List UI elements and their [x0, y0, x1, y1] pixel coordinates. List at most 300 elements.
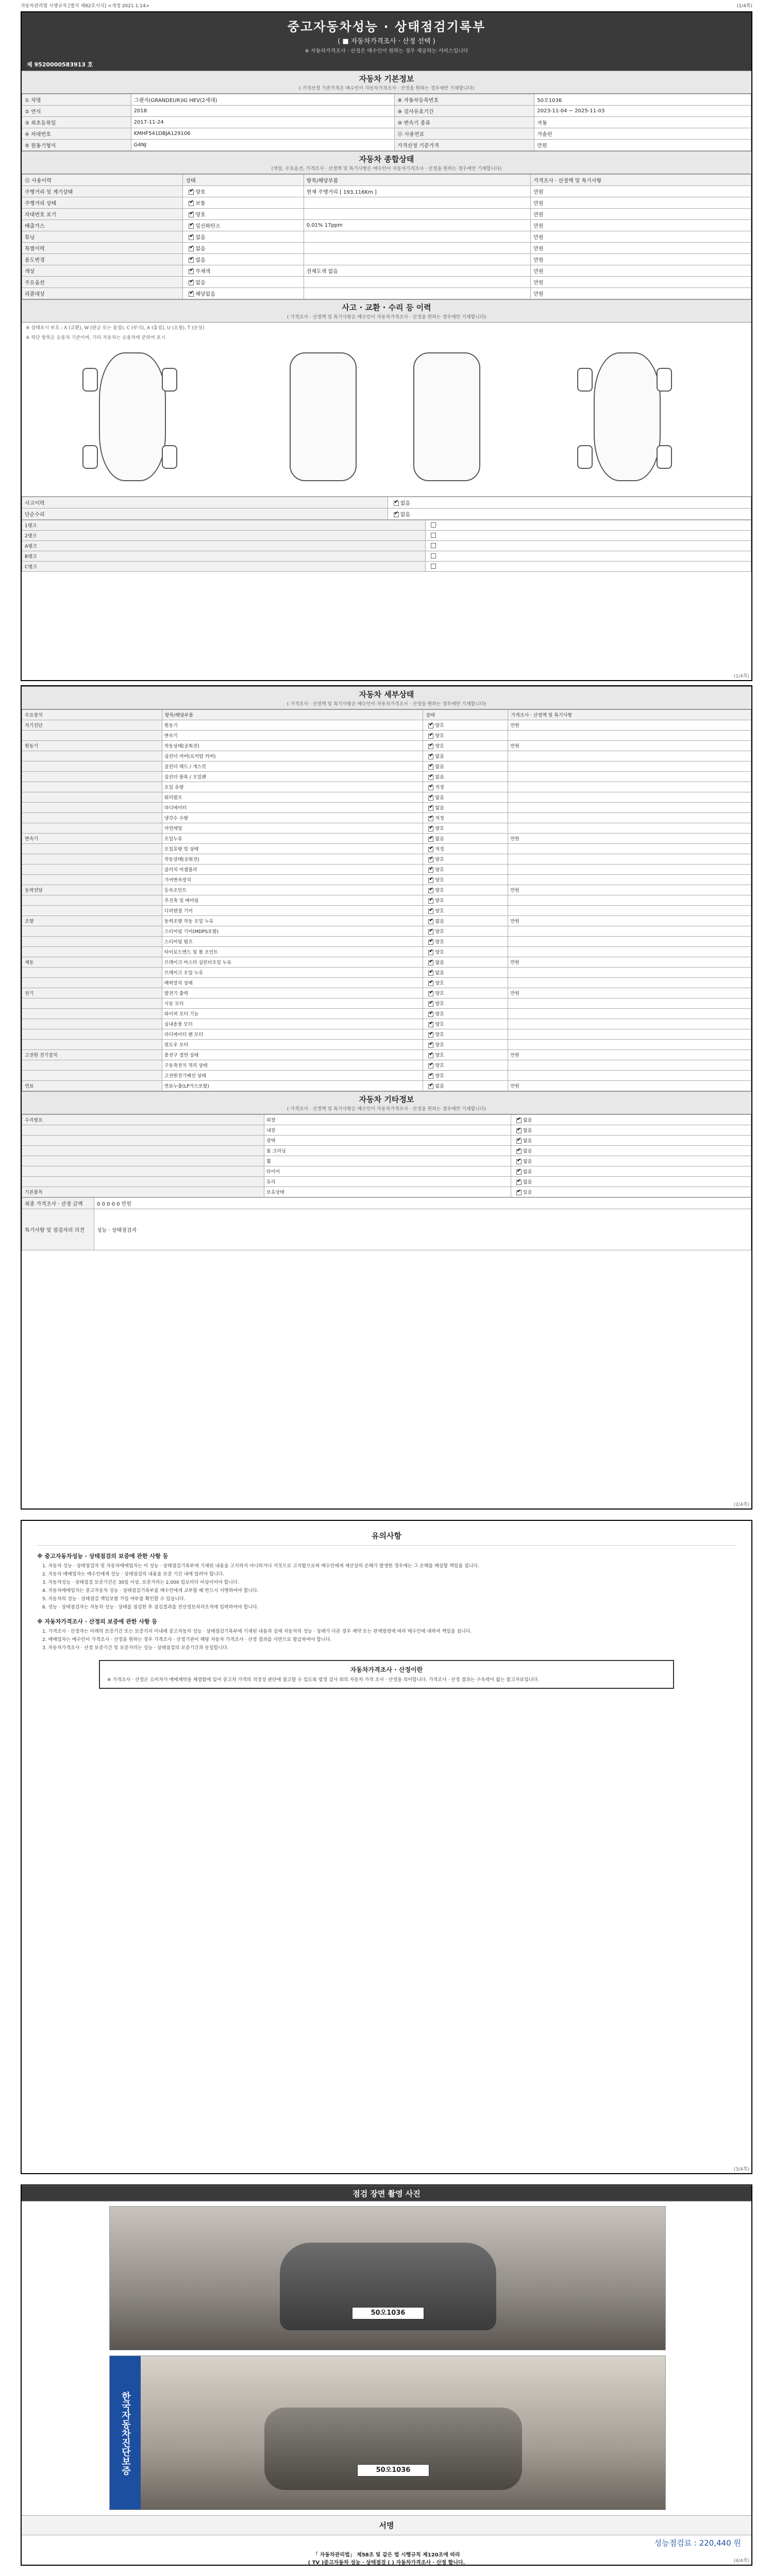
rank-label: A랭크: [22, 541, 426, 551]
price-cell: 만원: [508, 834, 751, 844]
signature-label: 서명: [22, 2515, 751, 2535]
checkbox[interactable]: [428, 878, 433, 883]
price-cell: [508, 813, 751, 823]
part-cell: 기어변속장치: [162, 875, 423, 885]
status-cell: ✔ 없음: [183, 243, 304, 254]
detail-status-table: [22, 709, 751, 1091]
checkbox[interactable]: [428, 1074, 433, 1079]
page-2: [21, 685, 752, 1510]
status-cell: ✔ 없음: [423, 772, 508, 782]
table-row: [22, 875, 751, 885]
checkbox[interactable]: [428, 795, 433, 801]
section-title: 자동차 기타정보: [359, 1095, 414, 1104]
document-number: 제 9520000583913 호: [22, 58, 751, 71]
page-count: (1/4쪽): [736, 4, 752, 9]
table-cell: 2017-11-24: [131, 117, 395, 128]
group-label: 기본품목: [22, 1187, 264, 1197]
car-outline-frame-left: [290, 352, 357, 481]
status-cell: ✔ 없음: [423, 968, 508, 978]
caution-item: 4. 자동차매매업자는 중고자동차 성능 · 상태점검기록부를 매수인에게 교부할 때 반드시 서명하여야 합니다.: [42, 1588, 259, 1594]
status-cell: ✔ 없음: [183, 277, 304, 288]
wheel-icon: [82, 368, 98, 392]
basic-info-table: [22, 94, 751, 151]
checkbox[interactable]: [428, 981, 433, 986]
device-label: 원동기: [22, 741, 162, 751]
caution-list-2: [37, 1629, 736, 1652]
rank-cell: [425, 562, 751, 572]
part-cell: 실내송풍 모터: [162, 1019, 423, 1029]
section-accident: [22, 299, 751, 323]
section-overall: [22, 151, 751, 174]
checkbox[interactable]: [428, 991, 433, 996]
checkbox[interactable]: [394, 501, 399, 506]
checkbox[interactable]: [428, 1053, 433, 1058]
checkbox[interactable]: [428, 775, 433, 780]
checkbox[interactable]: [431, 553, 436, 558]
checkbox[interactable]: [428, 1084, 433, 1089]
checkbox[interactable]: [428, 826, 433, 832]
item-cell: 전체도색 없음: [304, 265, 531, 277]
device-label: [22, 906, 162, 916]
checkbox[interactable]: [189, 224, 194, 229]
checkbox[interactable]: [428, 806, 433, 811]
table-row: [22, 197, 751, 209]
part-cell: 구동축전지 격리 상태: [162, 1060, 423, 1071]
device-label: [22, 1071, 162, 1081]
status-cell: ✔ 적정: [423, 782, 508, 792]
row-label: 색상: [22, 265, 183, 277]
caution-heading-2: ※ 자동차가격조사 · 산정의 보증에 관한 사항 등: [37, 1618, 157, 1625]
price-cell: 만원: [531, 209, 751, 220]
table-row: [22, 782, 751, 792]
column-header: 가격조사 · 산정액 및 특기사항: [508, 710, 751, 720]
overall-status-table: [22, 174, 751, 299]
checkbox[interactable]: [428, 899, 433, 904]
device-label: [22, 978, 162, 988]
car-diagram: [22, 342, 751, 497]
document-header: [22, 12, 751, 58]
price-cell: [508, 968, 751, 978]
table-cell: 가솔린: [534, 128, 751, 140]
page-3: [21, 1520, 752, 2174]
table-row: [22, 1071, 751, 1081]
price-cell: [508, 1029, 751, 1040]
table-cell: 50오1036: [534, 94, 751, 106]
part-cell: 오일누유: [162, 834, 423, 844]
status-cell: ✔ 없음: [511, 1125, 751, 1136]
part-cell: 라디에이터: [162, 803, 423, 813]
price-cell: [508, 844, 751, 854]
checkbox[interactable]: [428, 868, 433, 873]
checkbox[interactable]: [428, 785, 433, 790]
checkbox[interactable]: [428, 765, 433, 770]
checkbox[interactable]: [428, 960, 433, 965]
rank-cell: [425, 551, 751, 562]
item-cell: [304, 254, 531, 265]
checkbox[interactable]: [189, 246, 194, 251]
car-outline-front: [99, 352, 166, 481]
section-detail: [22, 686, 751, 709]
device-label: 고전원 전기장치: [22, 1050, 162, 1060]
checkbox[interactable]: [431, 543, 436, 548]
checkbox[interactable]: [394, 512, 399, 517]
final-price-table: [22, 1197, 751, 1250]
table-row: [22, 772, 751, 782]
checkbox[interactable]: [428, 1022, 433, 1027]
checkbox[interactable]: [189, 258, 194, 263]
checkbox[interactable]: [428, 950, 433, 955]
section-subtitle: (색상, 주요옵션, 가격조사 · 산정액 및 특기사항은 매수인이 자동차가격조사 · 산정을 원하는 경우에만 기재합니다): [271, 166, 502, 172]
part-cell: 추진축 및 베어링: [162, 895, 423, 906]
checkbox[interactable]: [428, 837, 433, 842]
checkbox[interactable]: [431, 533, 436, 538]
caution-item: 2. 매매업자는 매수인이 가격조사 · 산정을 원하는 경우 가격조사 · 산정기관이 해당 자동차 가격조사 · 산정 결과를 서면으로 발급하여야 합니다.: [42, 1637, 332, 1642]
row-label: ① 차명: [22, 94, 131, 106]
group-label: 수리필요: [22, 1115, 264, 1125]
page-mark: (3/4쪽): [733, 2167, 749, 2172]
table-row: [22, 916, 751, 926]
status-cell: ✔ 없음: [423, 834, 508, 844]
checkbox[interactable]: [516, 1118, 522, 1123]
section-basic: [22, 71, 751, 94]
device-label: [22, 1060, 162, 1071]
group-label: [22, 1146, 264, 1156]
row-label: 배출가스: [22, 220, 183, 231]
caution-item: 5. 자동차의 성능 · 상태점검 책임보험 가입 여부를 확인할 수 있습니다.: [42, 1597, 186, 1602]
checkbox[interactable]: [428, 1063, 433, 1069]
table-row: [22, 265, 751, 277]
table-row: [22, 1146, 751, 1156]
part-cell: 발전기 출력: [162, 988, 423, 998]
table-row: [22, 186, 751, 197]
checkbox[interactable]: [516, 1149, 522, 1154]
device-label: 동력전달: [22, 885, 162, 895]
page-mark: (1/4쪽): [733, 674, 749, 679]
checkbox[interactable]: [431, 522, 436, 528]
table-cell: G4NJ: [131, 140, 395, 151]
part-cell: 실린더 블록 / 오일팬: [162, 772, 423, 782]
checkbox[interactable]: [428, 1012, 433, 1017]
row-label: 리콜대상: [22, 288, 183, 299]
checkbox[interactable]: [428, 919, 433, 924]
status-cell: ✔ 양호: [423, 1060, 508, 1071]
document-subtitle: ( ■ 자동차가격조사 · 산정 선택 ): [338, 38, 435, 45]
price-cell: 만원: [531, 197, 751, 209]
status-cell: ✔ 양호: [423, 720, 508, 731]
document-title: 중고자동차성능 · 상태점검기록부: [287, 20, 486, 34]
checkbox[interactable]: [428, 744, 433, 749]
column-header: 항목/해당부품: [304, 175, 531, 186]
checkbox[interactable]: [189, 269, 194, 274]
price-cell: [508, 947, 751, 957]
table-row: [22, 1050, 751, 1060]
device-label: [22, 875, 162, 885]
status-cell: ✔ 양호: [423, 978, 508, 988]
checkbox[interactable]: [428, 1043, 433, 1048]
price-cell: [508, 731, 751, 741]
part-cell: 브레이크 마스터 실린더오일 누유: [162, 957, 423, 968]
price-cell: [508, 1009, 751, 1019]
checkbox[interactable]: [189, 190, 194, 195]
status-cell: ✔ 해당없음: [183, 288, 304, 299]
checkbox[interactable]: [428, 940, 433, 945]
price-cell: [508, 998, 751, 1009]
rear-photo: [109, 2355, 666, 2510]
status-cell: ✔ 양호: [423, 1071, 508, 1081]
item-cell: [304, 288, 531, 299]
item-cell: 내장: [264, 1125, 511, 1136]
special-label: 특기사항 및 점검자의 의견: [22, 1209, 94, 1250]
checkbox[interactable]: [516, 1170, 522, 1175]
wheel-icon: [657, 445, 672, 469]
price-cell: 만원: [508, 1081, 751, 1091]
price-cell: [508, 906, 751, 916]
table-row: [22, 895, 751, 906]
status-cell: ✔ 일산화탄소: [183, 220, 304, 231]
table-row: [22, 551, 751, 562]
table-cell: KMHF541DBJA129106: [131, 128, 395, 140]
checkbox[interactable]: [189, 212, 194, 217]
caution-heading-1: ※ 중고자동차성능 · 상태점검의 보증에 관한 사항 등: [37, 1553, 169, 1560]
item-cell: [304, 243, 531, 254]
item-cell: 유리: [264, 1177, 511, 1187]
checkbox[interactable]: [428, 929, 433, 935]
status-cell: ✔ 양호: [423, 895, 508, 906]
group-label: [22, 1125, 264, 1136]
status-cell: ✔ 없음: [183, 254, 304, 265]
table-row: [22, 531, 751, 541]
device-label: [22, 792, 162, 803]
price-cell: [508, 1040, 751, 1050]
rank-label: 1랭크: [22, 520, 426, 531]
checkbox[interactable]: [428, 888, 433, 893]
table-row: [22, 231, 751, 243]
device-label: [22, 895, 162, 906]
part-cell: 윈도우 모터: [162, 1040, 423, 1050]
status-cell: ✔ 없음: [423, 751, 508, 761]
wheel-icon: [657, 368, 672, 392]
checkbox[interactable]: [428, 971, 433, 976]
part-cell: 등속조인트: [162, 885, 423, 895]
price-cell: 만원: [508, 957, 751, 968]
checkbox[interactable]: [516, 1190, 522, 1195]
status-cell: ✔ 없음: [423, 803, 508, 813]
wheel-icon: [162, 368, 177, 392]
checkbox[interactable]: [516, 1128, 522, 1133]
checkbox[interactable]: [428, 734, 433, 739]
part-cell: 스티어링 펌프: [162, 937, 423, 947]
checkbox[interactable]: [189, 280, 194, 285]
table-row: [22, 937, 751, 947]
caution-item: 1. 자동차 성능 · 상태점검자 및 자동차매매업자는 이 성능 · 상태점검기록부에 기재된 내용을 고지하지 아니하거나 거짓으로 고지함으로써 매수인에게 재산상의 손해가 발생한 경우에는 그 손해를 배상할 책임을 집니다.: [42, 1564, 479, 1569]
license-plate: 50오1036: [352, 2307, 424, 2319]
checkbox[interactable]: [428, 847, 433, 852]
price-cell: [508, 895, 751, 906]
table-row: [22, 254, 751, 265]
table-row: [22, 1040, 751, 1050]
box-text: ※ 가격조사 · 산정은 소비자가 매매계약을 체결함에 있어 중고차 가격의 적정성 판단에 참고할 수 있도록 법정 검사 외의 자동차 가격 조사 · 산정을 의미합니다. 가격조사 · 산정 결과는 구속력이 없는 참고자료입니다.: [107, 1677, 539, 1683]
price-cell: [508, 854, 751, 865]
column-header: 상태: [183, 175, 304, 186]
price-cell: [508, 782, 751, 792]
price-cell: [508, 937, 751, 947]
device-label: 제동: [22, 957, 162, 968]
table-row: [22, 1115, 751, 1125]
table-row: [22, 957, 751, 968]
status-cell: ✔ 양호: [423, 1019, 508, 1029]
column-header: ⑫ 사용이력: [22, 175, 183, 186]
device-label: [22, 937, 162, 947]
wheel-icon: [577, 368, 593, 392]
section-title: 자동차 종합상태: [359, 155, 414, 164]
part-cell: 냉각수 수량: [162, 813, 423, 823]
item-cell: [304, 277, 531, 288]
status-cell: ✔ 양호: [423, 926, 508, 937]
price-cell: [508, 792, 751, 803]
status-cell: ✔ 적정: [423, 844, 508, 854]
table-row: [22, 720, 751, 731]
table-row: [22, 562, 751, 572]
rank-cell: [425, 541, 751, 551]
photo-section-title: 점검 장면 촬영 사진: [352, 2189, 421, 2198]
checkbox[interactable]: [428, 723, 433, 728]
section-other: [22, 1091, 751, 1114]
column-header: 항목/해당부품: [162, 710, 423, 720]
wheel-icon: [577, 445, 593, 469]
rank-label: B랭크: [22, 551, 426, 562]
device-label: [22, 731, 162, 741]
status-cell: ✔ 양호: [423, 906, 508, 916]
group-label: [22, 1136, 264, 1146]
group-label: [22, 1177, 264, 1187]
checkbox[interactable]: [428, 754, 433, 759]
legal-note: 「 자동차관리법」 제58조 및 같은 법 시행규칙 제120조에 따라: [313, 2552, 460, 2558]
status-cell: ✔ 없음: [511, 1177, 751, 1187]
section-subtitle: ( 가격조사 · 산정액 및 특기사항은 매수인이 자동차가격조사 · 산정을 원하는 경우에만 기재합니다): [287, 315, 486, 320]
table-row: [22, 277, 751, 288]
price-cell: [508, 978, 751, 988]
checkbox[interactable]: [428, 1002, 433, 1007]
status-cell: ✔ 양호: [423, 937, 508, 947]
checkbox[interactable]: [431, 564, 436, 569]
checkbox[interactable]: [189, 235, 194, 240]
price-info-box: [99, 1660, 674, 1689]
item-cell: 광택: [264, 1136, 511, 1146]
row-label: ⑩ 변속기 종류: [395, 117, 534, 128]
checkbox[interactable]: [516, 1159, 522, 1164]
form-reference: 자동차관리법 시행규칙 [별지 제82호서식] <개정 2021.1.14>: [21, 4, 150, 9]
table-row: [22, 1166, 751, 1177]
table-row: [22, 497, 751, 509]
part-cell: 고전원전기배선 상태: [162, 1071, 423, 1081]
table-row: [22, 220, 751, 231]
device-label: [22, 772, 162, 782]
price-cell: [508, 865, 751, 875]
table-row: [22, 117, 751, 128]
row-label: ⑨ 검사유효기간: [395, 106, 534, 117]
page-4: [21, 2184, 752, 2566]
table-row: [22, 998, 751, 1009]
status-cell: ✔ 없음: [511, 1156, 751, 1166]
table-cell: 2018: [131, 106, 395, 117]
status-cell: ✔ 없음: [423, 916, 508, 926]
caution-item: 2. 자동차 매매업자는 매수인에게 성능 · 상태점검의 내용을 보증 기간 내에 알려야 합니다.: [42, 1572, 224, 1577]
part-cell: 배력장치 상태: [162, 978, 423, 988]
row-label: 튜닝: [22, 231, 183, 243]
status-cell: ✔ 없음: [423, 1081, 508, 1091]
price-cell: [508, 875, 751, 885]
column-header: 주요장치: [22, 710, 162, 720]
column-header: 가격조사 · 산정액 및 특기사항: [531, 175, 751, 186]
table-cell: 2023-11-04 ~ 2025-11-03: [534, 106, 751, 117]
part-cell: 라디에이터 팬 모터: [162, 1029, 423, 1040]
table-row: [22, 854, 751, 865]
status-cell: ✔ 양호: [423, 998, 508, 1009]
header-note: ※ 자동차가격조사 · 산정은 매수인이 원하는 경우 제공하는 서비스입니다: [305, 48, 468, 54]
checkbox[interactable]: [189, 201, 194, 206]
status-cell: ✔ 없음: [388, 509, 751, 520]
final-label: 최종 가격조사 · 산정 금액: [22, 1198, 94, 1209]
item-cell: 휠: [264, 1156, 511, 1166]
row-label: 용도변경: [22, 254, 183, 265]
checkbox[interactable]: [428, 857, 433, 862]
device-label: 자기진단: [22, 720, 162, 731]
checkbox[interactable]: [428, 909, 433, 914]
table-row: [22, 792, 751, 803]
status-cell: ✔ 양호: [423, 1029, 508, 1040]
car-outline-rear: [594, 352, 661, 481]
table-row: [22, 751, 751, 761]
status-cell: ✔ 양호: [423, 823, 508, 834]
caution-list-1: [37, 1563, 736, 1611]
table-row: [22, 209, 751, 220]
part-cell: 타이로드엔드 및 볼 조인트: [162, 947, 423, 957]
device-label: [22, 823, 162, 834]
price-cell: [508, 1071, 751, 1081]
status-cell: ✔ 양호: [423, 988, 508, 998]
row-label: 주행거리 상태: [22, 197, 183, 209]
part-cell: 브레이크 오일 누유: [162, 968, 423, 978]
item-cell: [304, 209, 531, 220]
status-cell: ✔ 없음: [423, 957, 508, 968]
wheel-icon: [162, 445, 177, 469]
car-rear-shape: [264, 2408, 522, 2490]
table-row: [22, 968, 751, 978]
table-row: [22, 988, 751, 998]
device-label: [22, 1019, 162, 1029]
checkbox[interactable]: [516, 1180, 522, 1185]
price-cell: 만원: [531, 220, 751, 231]
checkbox[interactable]: [428, 816, 433, 821]
device-label: 연료: [22, 1081, 162, 1091]
checkbox[interactable]: [189, 292, 194, 297]
table-row: [22, 906, 751, 916]
table-row: [22, 1125, 751, 1136]
row-label: 단순수리: [22, 509, 388, 520]
table-row: [22, 834, 751, 844]
device-label: [22, 803, 162, 813]
status-cell: ✔ 양호: [423, 854, 508, 865]
device-label: [22, 761, 162, 772]
part-cell: 원동기: [162, 720, 423, 731]
price-cell: [508, 1060, 751, 1071]
item-cell: [304, 231, 531, 243]
part-cell: 실린더 커버(로커암 커버): [162, 751, 423, 761]
device-label: 전기: [22, 988, 162, 998]
checkbox[interactable]: [428, 1032, 433, 1038]
checkbox[interactable]: [516, 1139, 522, 1144]
table-row: [22, 541, 751, 551]
